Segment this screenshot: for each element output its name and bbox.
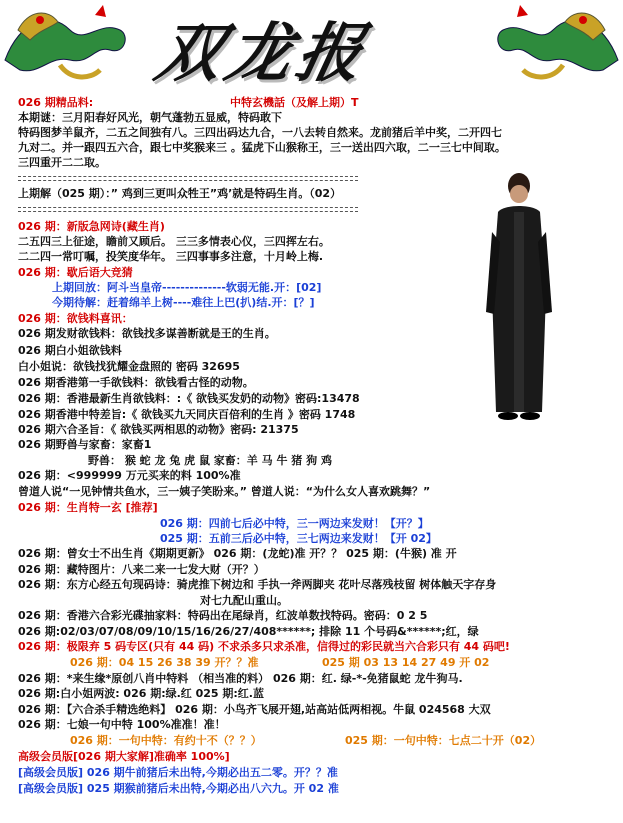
line-1b: 中特玄機話（及解上期）T xyxy=(230,96,359,109)
line-14: 026 期发财欲钱料：欲钱找多谋善断就是王的生肖。 xyxy=(18,327,276,340)
dragon-left-icon xyxy=(0,0,138,86)
line-39: 026 期：七娘一句中特 100%准准！准！ xyxy=(18,718,226,731)
separator xyxy=(18,176,358,177)
line-26: 026 期：四前七后必中特，三一两边来发财！【开？】 xyxy=(160,517,429,530)
line-27: 025 期：五前三后必中特，三七两边来发财！【开 02】 xyxy=(160,532,437,545)
line-43: [高级会员版] 025 期猴前猪后未出特,今期必出八六九。开 02 准 xyxy=(18,782,339,795)
line-20: 026 期六合圣旨：《 欲钱买两相思的动物》密码: 21375 xyxy=(18,423,299,436)
line-7: 026 期：新版急网诗(藏生肖) xyxy=(18,220,165,233)
line-1: 026 期精品料: xyxy=(18,96,94,109)
line-28: 026 期：曾女士不出生肖《期期更新》 026 期：(龙蛇)准 开？？ 025 期：(牛猴) 准 开 xyxy=(18,547,457,560)
line-30: 026 期：东方心经五句现码诗：骑虎推下树边和 手执一斧两脚夹 花叶尽落残枝留 树体触天字存身 xyxy=(18,578,497,591)
line-15: 026 期白小姐欲钱料 xyxy=(18,344,122,357)
separator xyxy=(18,207,358,208)
line-2: 本期谜：三月阳春好风光，朝气蓬勃五显威，特码敢下 xyxy=(18,111,282,124)
line-12: 今期待解：赶着绵羊上树----难往上巴(扒)结.开：[？] xyxy=(52,296,315,309)
line-35: 026 期：04 15 26 38 39 开？？准 xyxy=(70,656,259,669)
line-36: 026 期：*来生缘*原创八肖中特料 （相当准的料） 026 期：红. 绿-*-免猪鼠蛇 龙牛狗马. xyxy=(18,672,463,685)
line-38: 026 期：【六合杀手精选绝料】 026 期：小鸟齐飞展开翅,站高站低两相视。牛鼠 024568 大双 xyxy=(18,703,491,716)
line-11: 上期回放：阿斗当皇帝--------------软弱无能.开：[02] xyxy=(52,281,322,294)
line-16: 白小姐说：欲钱找犹耀金盘照的 密码 32695 xyxy=(18,360,240,373)
line-29: 026 期：藏特图片：八来二来一七发大财（开？） xyxy=(18,563,265,576)
line-3: 特码图梦羊鼠齐，二五之间独有八。三四出码达九合，一八去转自然来。龙前猪后羊中奖，二开四七 xyxy=(18,126,502,139)
header-banner xyxy=(0,0,623,92)
line-40: 026 期：一句中特：有约十不（？？） xyxy=(70,734,262,747)
page-title: 双龙报 xyxy=(149,16,376,91)
line-24: 曾道人说“一见钟情共鱼水，三一姨子笑盼来。” 曾道人说：“为什么女人喜欢跳舞？” xyxy=(18,485,431,498)
line-4: 九对二。并一跟四五六合，跟七中奖猴来三 。猛虎下山猴称王，三一送出四六取，二一三七中间取。 xyxy=(18,141,506,154)
line-6: 上期解（025 期）：” 鸡到三更叫众牲王”鸡’就是特码生肖。（02） xyxy=(18,187,342,200)
line-25: 026 期：生肖特一玄 [推荐] xyxy=(18,501,158,514)
line-33: 026 期:02/03/07/08/09/10/15/16/26/27/408******; 排除 11 个号码&******;红，绿 xyxy=(18,625,479,638)
line-17: 026 期香港第一手欲钱料：欲钱看古怪的动物。 xyxy=(18,376,254,389)
line-10: 026 期：歇后语大竞猜 xyxy=(18,266,133,279)
line-22: 野兽： 猴 蛇 龙 兔 虎 鼠 家畜：羊 马 牛 猪 狗 鸡 xyxy=(88,454,332,467)
standing-figure-image xyxy=(484,172,554,420)
line-23: 026 期：<999999 万元买来的料 100%准 xyxy=(18,469,241,482)
line-21: 026 期野兽与家畜：家畜1 xyxy=(18,438,152,451)
dragon-right-icon xyxy=(485,0,623,86)
line-37: 026 期:白小姐两波: 026 期:绿.红 025 期:红.蓝 xyxy=(18,687,264,700)
line-5: 三四重开二二取。 xyxy=(18,156,106,169)
line-13: 026 期：欲钱料喜讯： xyxy=(18,312,133,325)
line-32: 026 期：香港六合彩光碟抽家料：特码出在尾绿肖，红波单数找特码。密码：0 2 5 xyxy=(18,609,428,622)
line-19: 026 期香港中特差旨:《 欲钱买九天同庆百倍利的生肖 》密码 1748 xyxy=(18,408,356,421)
separator xyxy=(18,211,358,212)
line-34: 026 期：极限弃 5 码专区(只有 44 码) 不求杀多只求杀准，信得过的彩民就当六合彩只有 44 码吧! xyxy=(18,640,510,653)
line-9: 二二四一常叮嘱，投笑度华年。 三四事事多注意，十月岭上梅. xyxy=(18,250,324,263)
line-42: [高级会员版] 026 期牛前猪后未出特,今期必出五二零。开？？准 xyxy=(18,766,338,779)
line-40b: 025 期：一句中特：七点二十开（02） xyxy=(345,734,542,747)
line-35b: 025 期 03 13 14 27 49 开 02 xyxy=(322,656,490,669)
line-8: 二五四三上征途，瞻前又顾后。 三三多情表心仪，三四挥左右。 xyxy=(18,235,330,248)
line-31: 对七九配山重山。 xyxy=(200,594,288,607)
line-18: 026 期：香港最新生肖欲钱料：:《 欲钱买发奶的动物》密码:13478 xyxy=(18,392,360,405)
separator xyxy=(18,180,358,181)
line-41: 高级会员版[026 期大家解]准确率 100%] xyxy=(18,750,230,763)
